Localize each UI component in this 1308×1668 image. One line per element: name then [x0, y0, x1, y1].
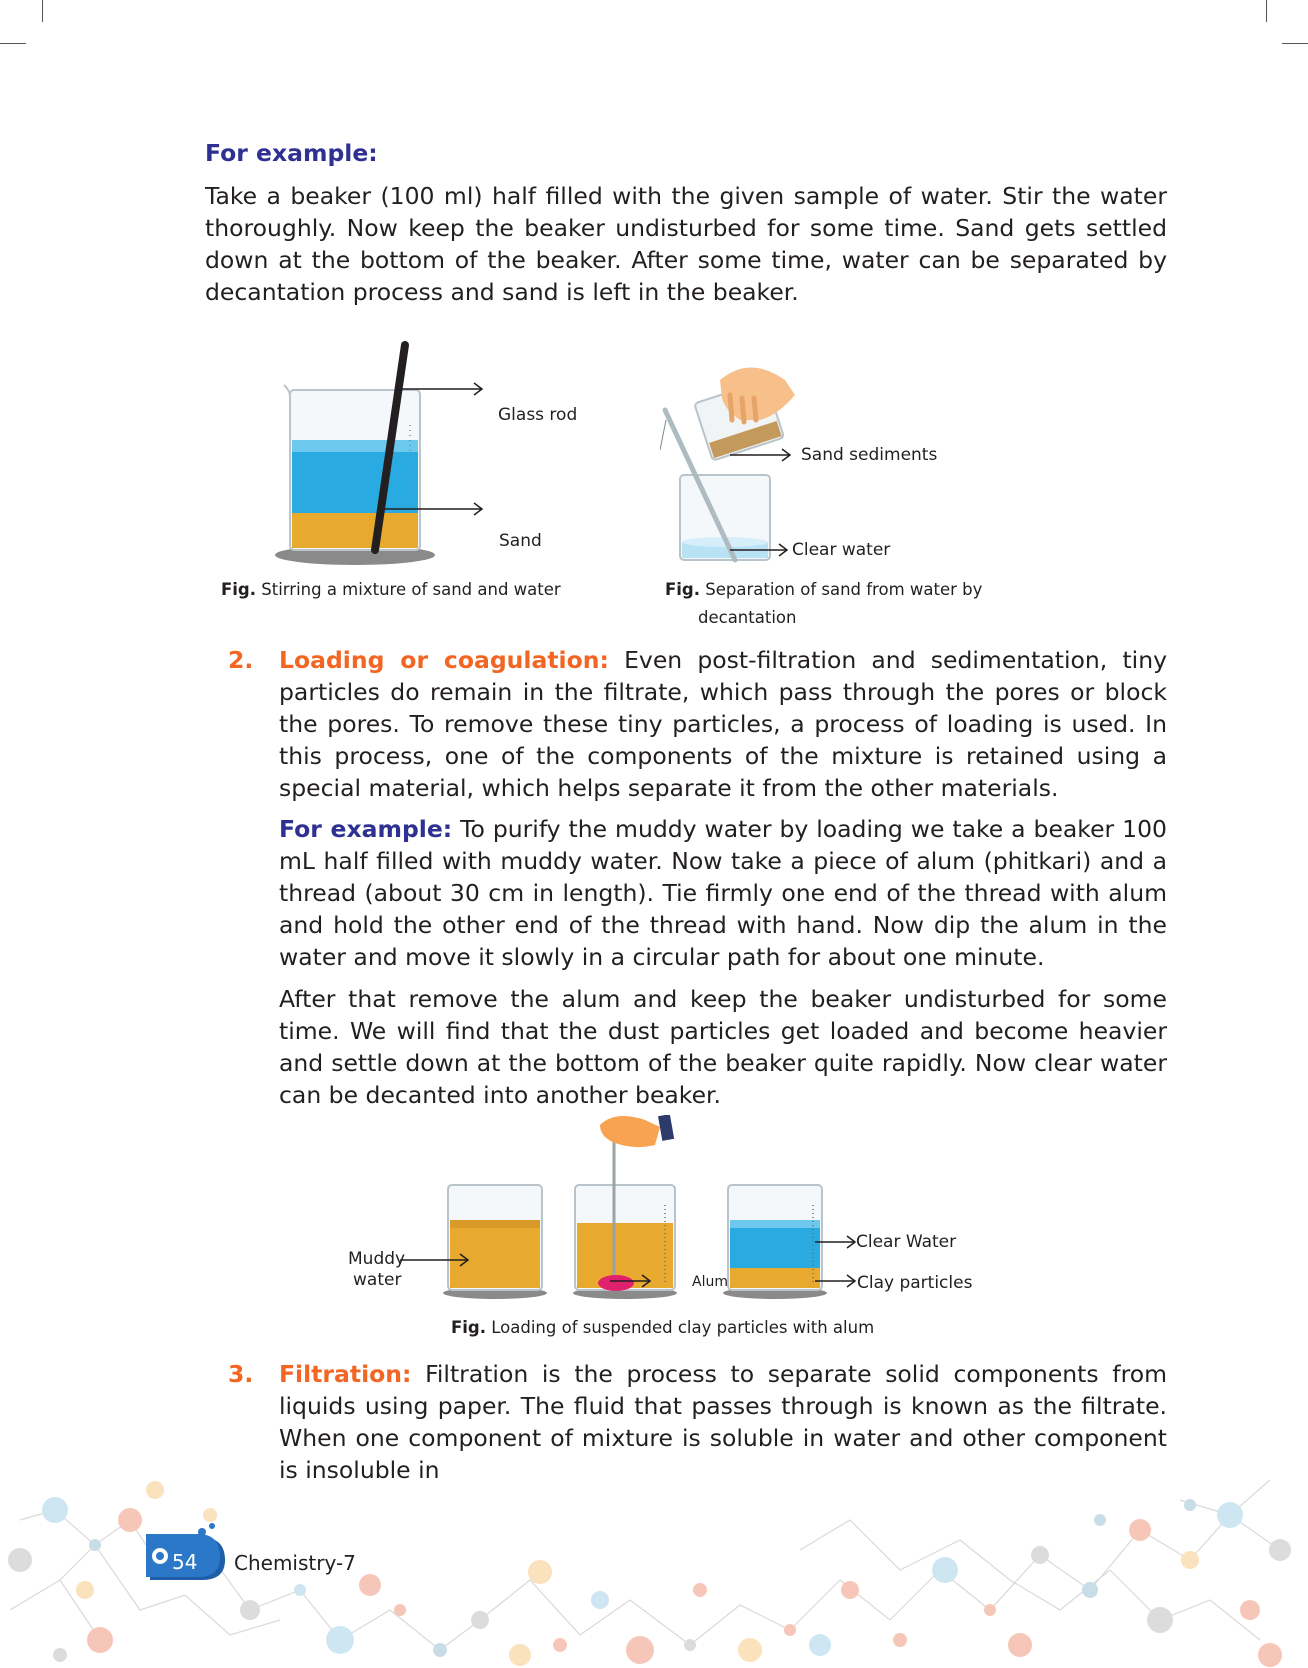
caption-prefix: Fig. — [451, 1318, 487, 1337]
caption-prefix: Fig. — [665, 580, 701, 599]
list-item-title: Loading or coagulation: — [279, 646, 609, 674]
list-number: 3. — [228, 1360, 254, 1388]
muddy-water-label-line2: water — [353, 1270, 402, 1290]
figure-caption — [451, 1314, 874, 1342]
crop-mark — [0, 43, 26, 44]
loading-arrows — [400, 1230, 860, 1290]
figure-caption — [221, 576, 561, 604]
after-paragraph: After that remove the alum and keep the beaker undisturbed for some time. We will find that the dust particles get loaded and become heavier and settle down at the bottom of the beaker quite rapidly. Now clear water can be decanted into another beaker. — [279, 985, 1167, 1109]
example-heading: For example: — [279, 815, 453, 843]
alum-label: Alum — [692, 1274, 728, 1290]
clay-particles-label: Clay particles — [857, 1273, 973, 1293]
clear-water-label: Clear water — [792, 540, 891, 560]
example-heading: For example: — [205, 139, 378, 167]
list-item-body: Filtration is the process to separate solid components from liquids using paper. The fluid that passes through is known as the filtrate. When one component of mixture is soluble in water and other component is insoluble in — [279, 1360, 1167, 1484]
caption-text: Separation of sand from water by — [705, 580, 983, 599]
figure-caption — [665, 576, 982, 604]
caption-text: Stirring a mixture of sand and water — [261, 580, 561, 599]
page-number: 54 — [172, 1550, 198, 1574]
figure-caption-line2: decantation — [698, 608, 797, 627]
crop-mark — [1282, 43, 1308, 44]
caption-text: Loading of suspended clay particles with alum — [491, 1318, 875, 1337]
sand-label: Sand — [499, 531, 542, 551]
example-paragraph: Take a beaker (100 ml) half filled with the given sample of water. Stir the water thoroughly. Now keep the beaker undisturbed for some time. Sand gets settled down at the bottom of the beaker. After some time, water can be separated by decantation process and sand is left in the beaker. — [205, 182, 1167, 306]
example-paragraph — [279, 813, 1167, 973]
crop-mark — [42, 0, 43, 22]
decantation-arrows — [730, 445, 800, 560]
muddy-water-label-line1: Muddy — [348, 1249, 406, 1269]
list-item-body: Even post-filtration and sedimentation, tiny particles do remain in the filtrate, which pass through the pores or block the pores. To remove these tiny particles, a process of loading is used. In this process, one of the components of the mixture is retained using a special material, which helps separate it from the other materials. — [279, 646, 1167, 802]
sand-sediments-label: Sand sediments — [801, 445, 938, 465]
caption-prefix: Fig. — [221, 580, 257, 599]
clear-water-label: Clear Water — [856, 1232, 957, 1252]
example-body: To purify the muddy water by loading we take a beaker 100 mL half filled with muddy water. Now take a piece of alum (phitkari) and a thread (about 30 cm in length). Tie firmly one end of the thread with alum and hold the other end of the thread with hand. Now dip the alum in the water and move it slowly in a circular path for about one minute. — [279, 815, 1167, 971]
crop-mark — [1266, 0, 1267, 22]
list-item-paragraph — [279, 644, 1167, 804]
list-number: 2. — [228, 646, 254, 674]
book-title: Chemistry-7 — [234, 1551, 356, 1575]
glass-rod-label: Glass rod — [498, 405, 578, 425]
list-item-title: Filtration: — [279, 1360, 412, 1388]
